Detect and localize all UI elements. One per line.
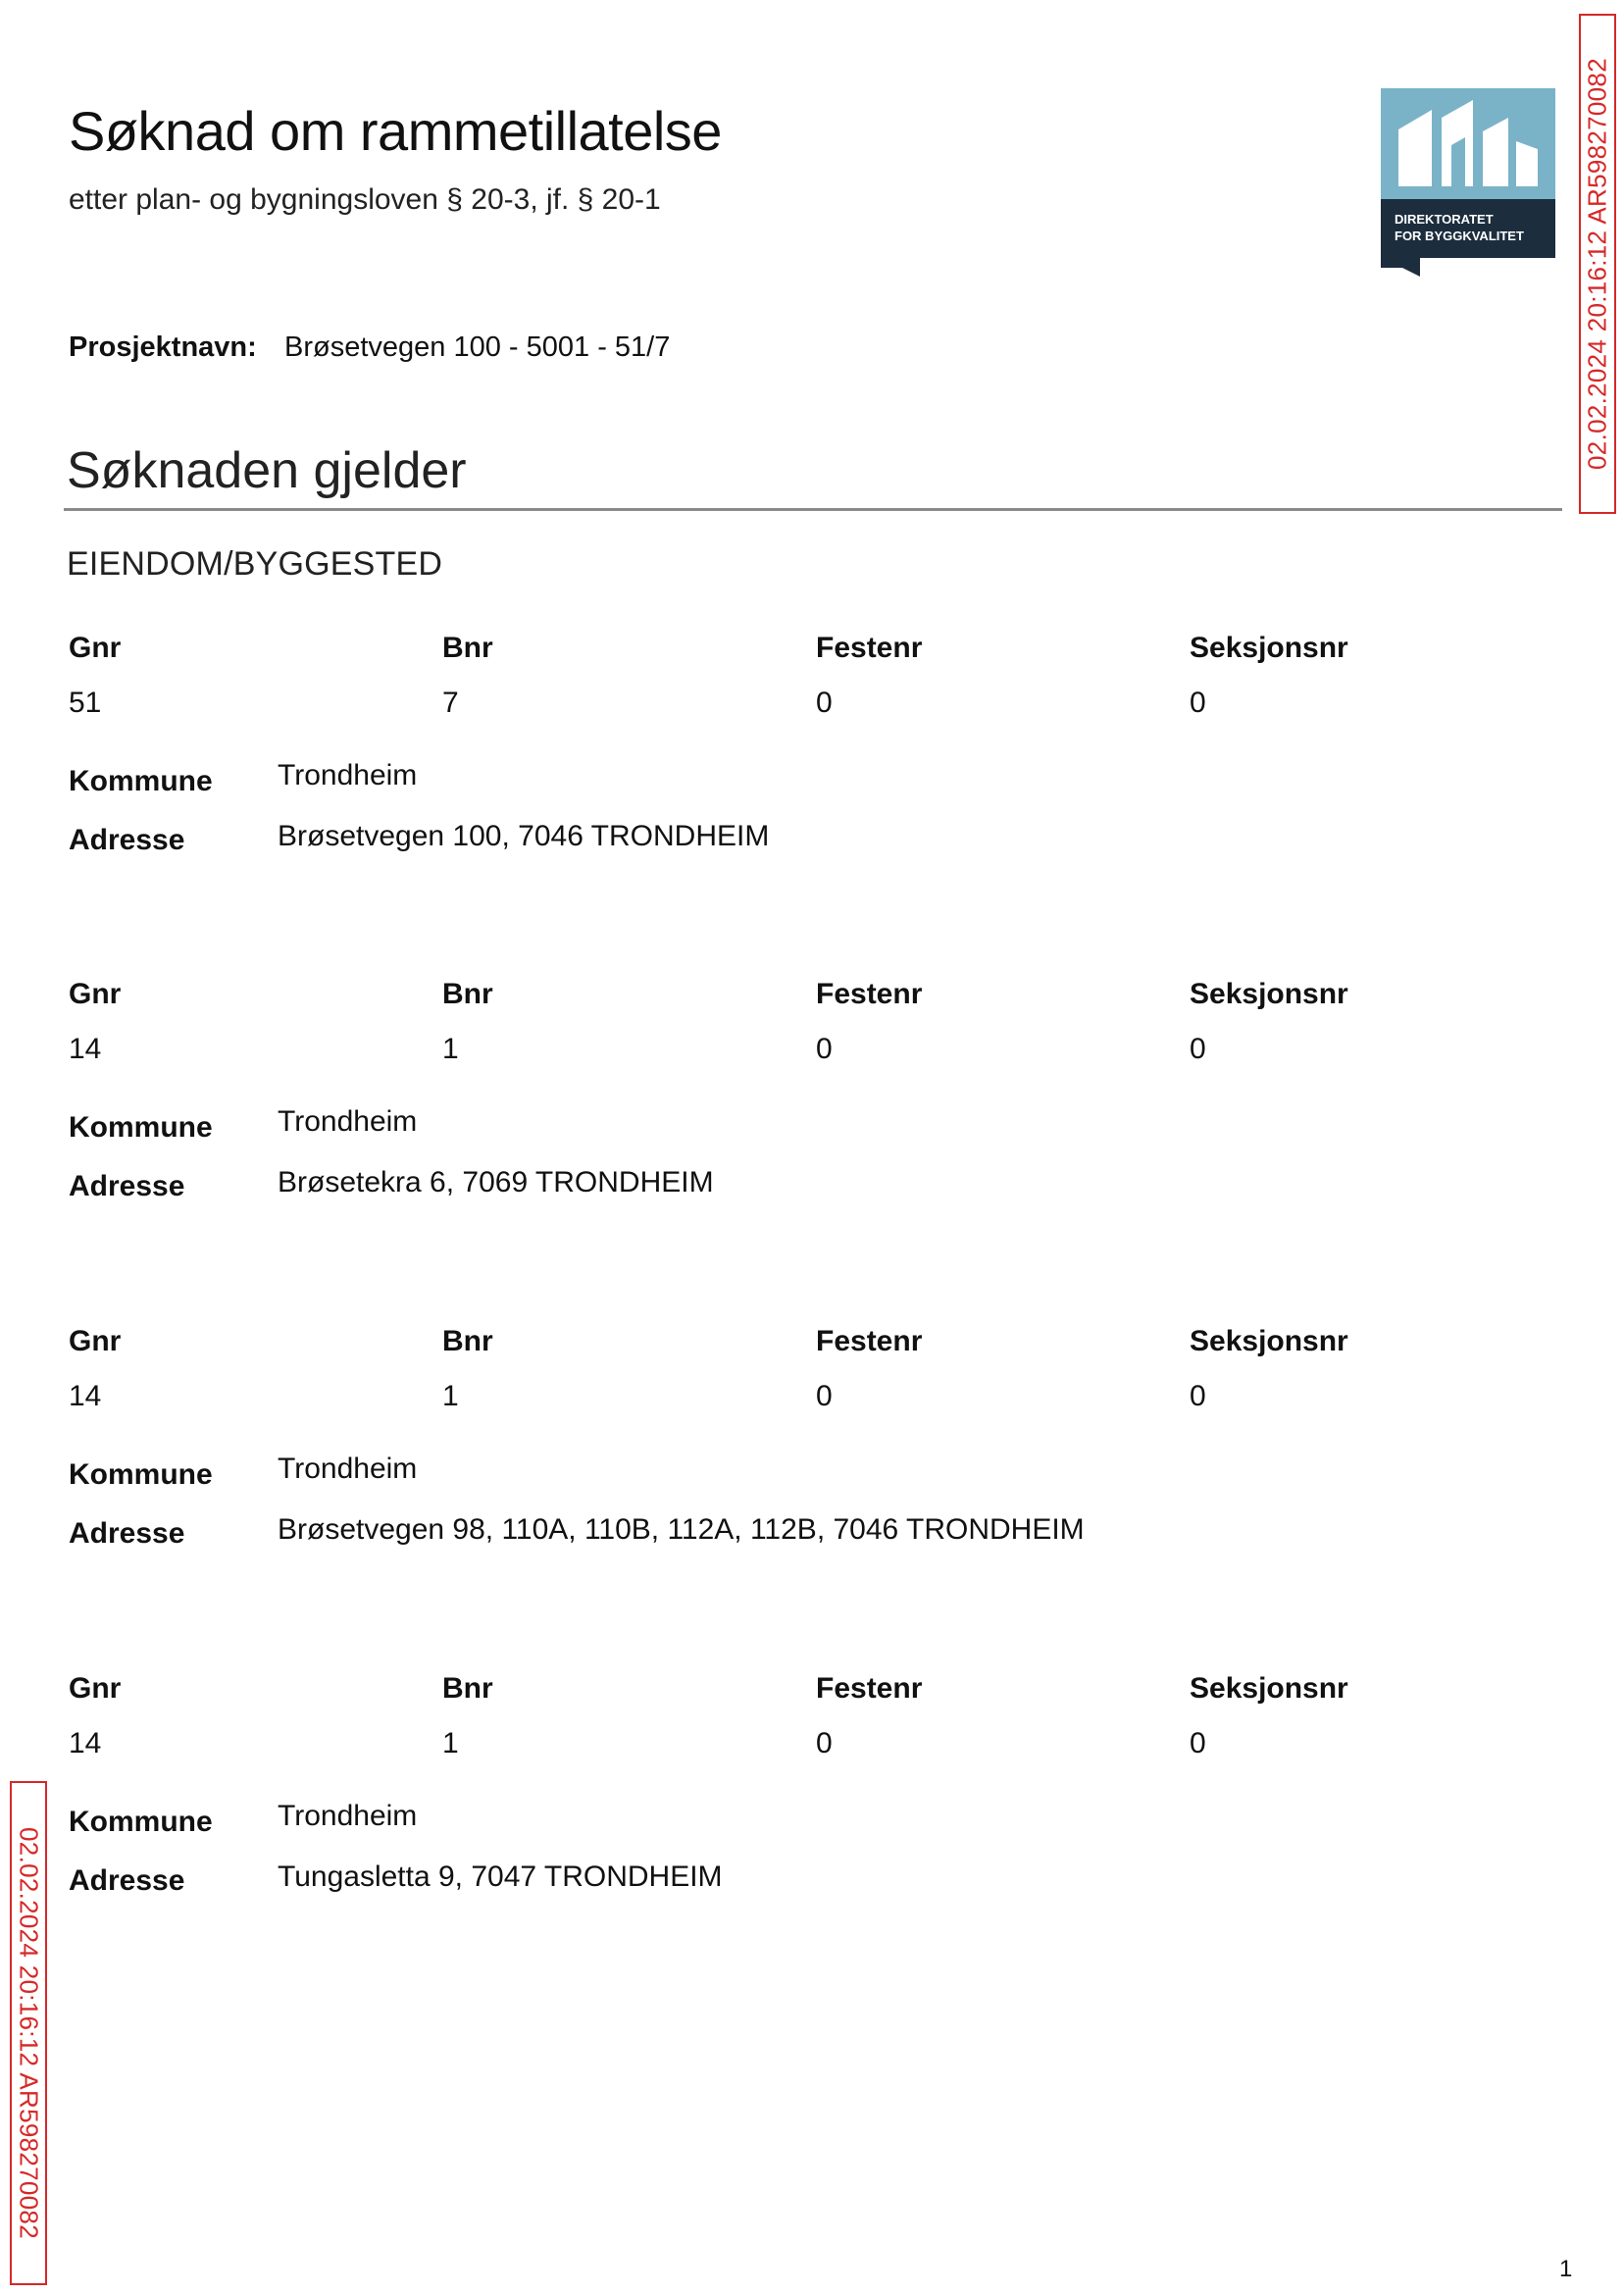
property-block <box>69 1672 1348 1927</box>
dibk-logo <box>1381 88 1555 277</box>
gnr-header: Gnr <box>69 1672 122 1705</box>
gnr-value: 14 <box>69 1033 102 1065</box>
seksjonsnr-header: Seksjonsnr <box>1190 978 1348 1010</box>
festenr-header: Festenr <box>816 978 923 1010</box>
bnr-header: Bnr <box>442 1672 493 1705</box>
gnr-header: Gnr <box>69 978 122 1010</box>
festenr-value: 0 <box>816 1033 833 1065</box>
section-divider <box>64 508 1562 511</box>
kommune-value: Trondheim <box>278 1800 418 1832</box>
document-title: Søknad om rammetillatelse <box>69 100 722 162</box>
subsection-heading: EIENDOM/BYGGESTED <box>67 545 443 583</box>
adresse-value: Brøsetvegen 98, 110A, 110B, 112A, 112B, 7046 TRONDHEIM <box>278 1513 1085 1546</box>
page-number: 1 <box>1559 2256 1573 2282</box>
gnr-header: Gnr <box>69 1325 122 1357</box>
bnr-header: Bnr <box>442 978 493 1010</box>
kommune-value: Trondheim <box>278 1453 418 1485</box>
gnr-header: Gnr <box>69 632 122 664</box>
kommune-label: Kommune <box>69 765 213 797</box>
timestamp-stamp-left <box>10 1781 47 2285</box>
adresse-value: Tungasletta 9, 7047 TRONDHEIM <box>278 1861 723 1893</box>
adresse-label: Adresse <box>69 1170 185 1202</box>
seksjonsnr-value: 0 <box>1190 1380 1206 1412</box>
festenr-header: Festenr <box>816 1672 923 1705</box>
festenr-header: Festenr <box>816 1325 923 1357</box>
bnr-value: 1 <box>442 1033 459 1065</box>
project-name-value: Brøsetvegen 100 - 5001 - 51/7 <box>284 331 671 363</box>
bnr-value: 7 <box>442 687 459 719</box>
property-block <box>69 632 1348 887</box>
adresse-label: Adresse <box>69 1517 185 1550</box>
gnr-value: 14 <box>69 1380 102 1412</box>
kommune-value: Trondheim <box>278 759 418 791</box>
stamp-text: 02.02.2024 20:16:12 AR598270082 <box>1582 58 1612 470</box>
seksjonsnr-header: Seksjonsnr <box>1190 1672 1348 1705</box>
seksjonsnr-header: Seksjonsnr <box>1190 1325 1348 1357</box>
kommune-value: Trondheim <box>278 1105 418 1138</box>
kommune-label: Kommune <box>69 1806 213 1838</box>
bnr-header: Bnr <box>442 1325 493 1357</box>
festenr-value: 0 <box>816 687 833 719</box>
property-block <box>69 1325 1348 1580</box>
logo-line-2: FOR BYGGKVALITET <box>1395 229 1524 243</box>
gnr-value: 51 <box>69 687 102 719</box>
seksjonsnr-value: 0 <box>1190 687 1206 719</box>
adresse-value: Brøsetvegen 100, 7046 TRONDHEIM <box>278 820 770 852</box>
adresse-label: Adresse <box>69 1864 185 1897</box>
project-name-label: Prosjektnavn: <box>69 331 257 363</box>
gnr-value: 14 <box>69 1727 102 1759</box>
seksjonsnr-value: 0 <box>1190 1033 1206 1065</box>
bnr-header: Bnr <box>442 632 493 664</box>
timestamp-stamp-right <box>1579 14 1616 514</box>
kommune-label: Kommune <box>69 1111 213 1144</box>
logo-line-1: DIREKTORATET <box>1395 212 1494 227</box>
building-logo-icon <box>1381 88 1555 277</box>
festenr-header: Festenr <box>816 632 923 664</box>
festenr-value: 0 <box>816 1727 833 1759</box>
festenr-value: 0 <box>816 1380 833 1412</box>
bnr-value: 1 <box>442 1727 459 1759</box>
seksjonsnr-value: 0 <box>1190 1727 1206 1759</box>
stamp-text: 02.02.2024 20:16:12 AR598270082 <box>14 1827 44 2239</box>
adresse-value: Brøsetekra 6, 7069 TRONDHEIM <box>278 1166 714 1198</box>
document-subtitle: etter plan- og bygningsloven § 20-3, jf. § 20-1 <box>69 183 661 216</box>
kommune-label: Kommune <box>69 1458 213 1491</box>
section-heading: Søknaden gjelder <box>67 442 467 499</box>
adresse-label: Adresse <box>69 824 185 856</box>
seksjonsnr-header: Seksjonsnr <box>1190 632 1348 664</box>
bnr-value: 1 <box>442 1380 459 1412</box>
property-block <box>69 978 1348 1233</box>
